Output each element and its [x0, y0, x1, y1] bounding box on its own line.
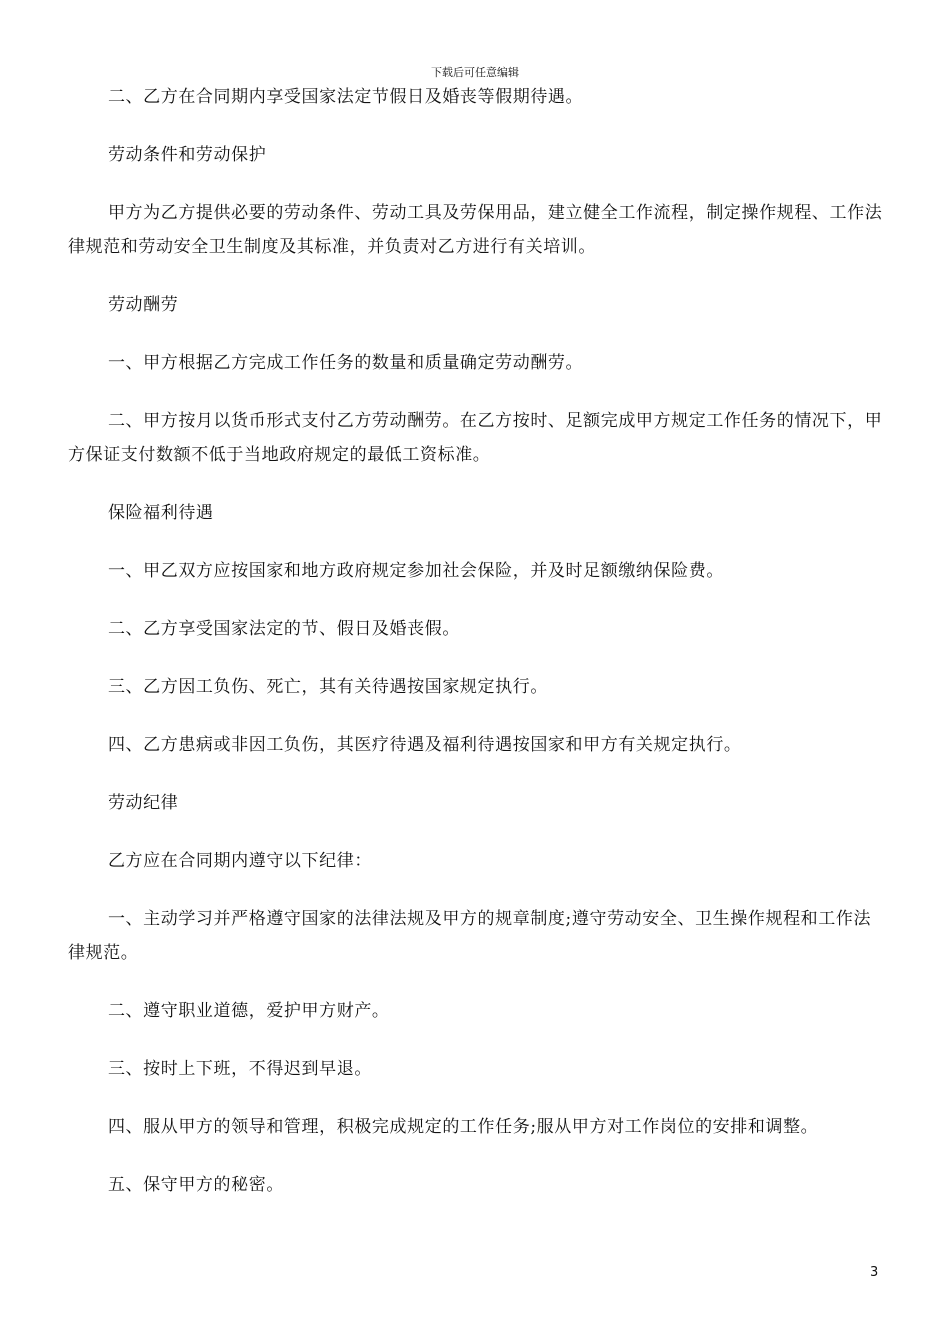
section-heading-insurance: 保险福利待遇: [107, 503, 214, 523]
paragraph-holiday-benefits: 二、乙方在合同期内享受国家法定节假日及婚丧等假期待遇。: [107, 87, 584, 107]
paragraph-insurance-4: 四、乙方患病或非因工负伤，其医疗待遇及福利待遇按国家和甲方有关规定执行。: [107, 735, 742, 755]
paragraph-insurance-2: 二、乙方享受国家法定的节、假日及婚丧假。: [107, 619, 460, 639]
paragraph-insurance-1: 一、甲乙双方应按国家和地方政府规定参加社会保险，并及时足额缴纳保险费。: [107, 561, 724, 581]
paragraph-remuneration-2: 二、甲方按月以货币形式支付乙方劳动酬劳。在乙方按时、足额完成甲方规定工作任务的情况下，甲方保证支付数额不低于当地政府规定的最低工资标准。: [68, 411, 883, 465]
paragraph-discipline-2: 二、遵守职业道德，爱护甲方财产。: [107, 1001, 390, 1021]
section-heading-discipline: 劳动纪律: [107, 793, 179, 813]
page-header-note: 下载后可任意编辑: [431, 66, 519, 79]
paragraph-discipline-4: 四、服从甲方的领导和管理，积极完成规定的工作任务;服从甲方对工作岗位的安排和调整。: [107, 1117, 819, 1137]
paragraph-remuneration-1: 一、甲方根据乙方完成工作任务的数量和质量确定劳动酬劳。: [107, 353, 584, 373]
paragraph-discipline-3: 三、按时上下班，不得迟到早退。: [107, 1059, 372, 1079]
paragraph-discipline-intro: 乙方应在合同期内遵守以下纪律：: [107, 851, 372, 871]
section-heading-labor-conditions: 劳动条件和劳动保护: [107, 145, 267, 165]
paragraph-discipline-1: 一、主动学习并严格遵守国家的法律法规及甲方的规章制度;遵守劳动安全、卫生操作规程和工作法律规范。: [68, 909, 872, 963]
document-body: [68, 80, 886, 1202]
paragraph-insurance-3: 三、乙方因工负伤、死亡，其有关待遇按国家规定执行。: [107, 677, 548, 697]
paragraph-labor-conditions: 甲方为乙方提供必要的劳动条件、劳动工具及劳保用品，建立健全工作流程，制定操作规程、工作法律规范和劳动安全卫生制度及其标准，并负责对乙方进行有关培训。: [68, 203, 883, 257]
paragraph-discipline-5: 五、保守甲方的秘密。: [107, 1175, 284, 1195]
page-number: 3: [870, 1265, 879, 1280]
section-heading-remuneration: 劳动酬劳: [107, 295, 179, 315]
